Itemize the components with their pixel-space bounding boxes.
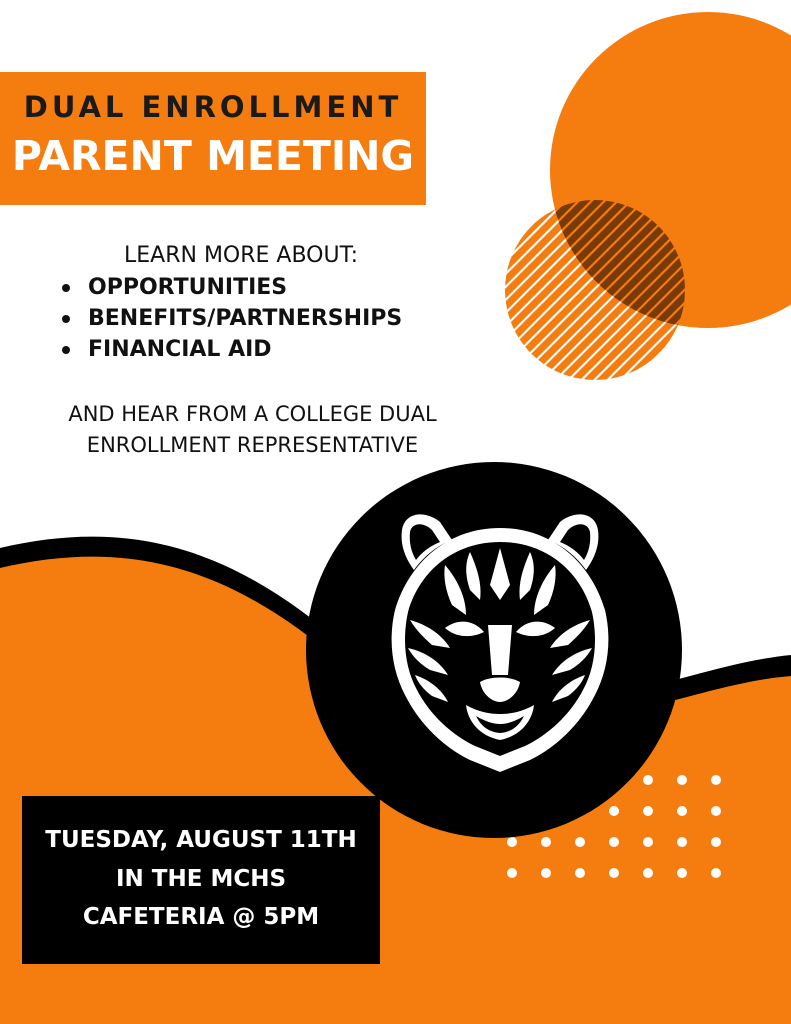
decorative-dot	[677, 837, 687, 847]
decorative-dot	[643, 868, 653, 878]
event-details-box	[22, 796, 380, 964]
title-banner	[0, 72, 426, 205]
decorative-dot	[575, 837, 585, 847]
decorative-dot	[541, 868, 551, 878]
decorative-dot	[609, 837, 619, 847]
decorative-dot	[643, 806, 653, 816]
decorative-dot	[507, 837, 517, 847]
list-item-label: OPPORTUNITIES	[88, 275, 288, 300]
decorative-dot	[541, 837, 551, 847]
decorative-dot	[711, 775, 721, 785]
event-time: CAFETERIA @ 5PM	[82, 904, 320, 930]
learn-more-heading: LEARN MORE ABOUT:	[124, 243, 359, 268]
list-item-label: FINANCIAL AID	[88, 337, 272, 362]
decorative-dot	[609, 868, 619, 878]
topics-list	[60, 272, 402, 365]
representative-line-1: AND HEAR FROM A COLLEGE DUAL	[68, 402, 437, 426]
decorative-dot	[643, 775, 653, 785]
bullet-icon	[62, 284, 70, 292]
decorative-dot	[575, 868, 585, 878]
decorative-dot	[609, 806, 619, 816]
title-parent-meeting: PARENT MEETING	[11, 132, 415, 180]
decorative-dot	[643, 837, 653, 847]
decorative-dot	[677, 775, 687, 785]
decorative-dot	[711, 868, 721, 878]
list-item	[60, 303, 402, 334]
decorative-dot	[677, 806, 687, 816]
list-item	[60, 272, 402, 303]
decorative-dot	[711, 806, 721, 816]
representative-line-2: ENROLLMENT REPRESENTATIVE	[86, 433, 419, 457]
bullet-icon	[62, 346, 70, 354]
decorative-dot	[711, 837, 721, 847]
list-item	[60, 334, 402, 365]
bullet-icon	[62, 315, 70, 323]
title-dual-enrollment: DUAL ENROLLMENT	[23, 90, 403, 124]
event-location: IN THE MCHS	[115, 866, 287, 892]
decorative-dot	[507, 868, 517, 878]
event-date: TUESDAY, AUGUST 11TH	[45, 827, 357, 853]
representative-text	[30, 399, 475, 461]
decorative-dot	[677, 868, 687, 878]
list-item-label: BENEFITS/PARTNERSHIPS	[88, 306, 403, 331]
